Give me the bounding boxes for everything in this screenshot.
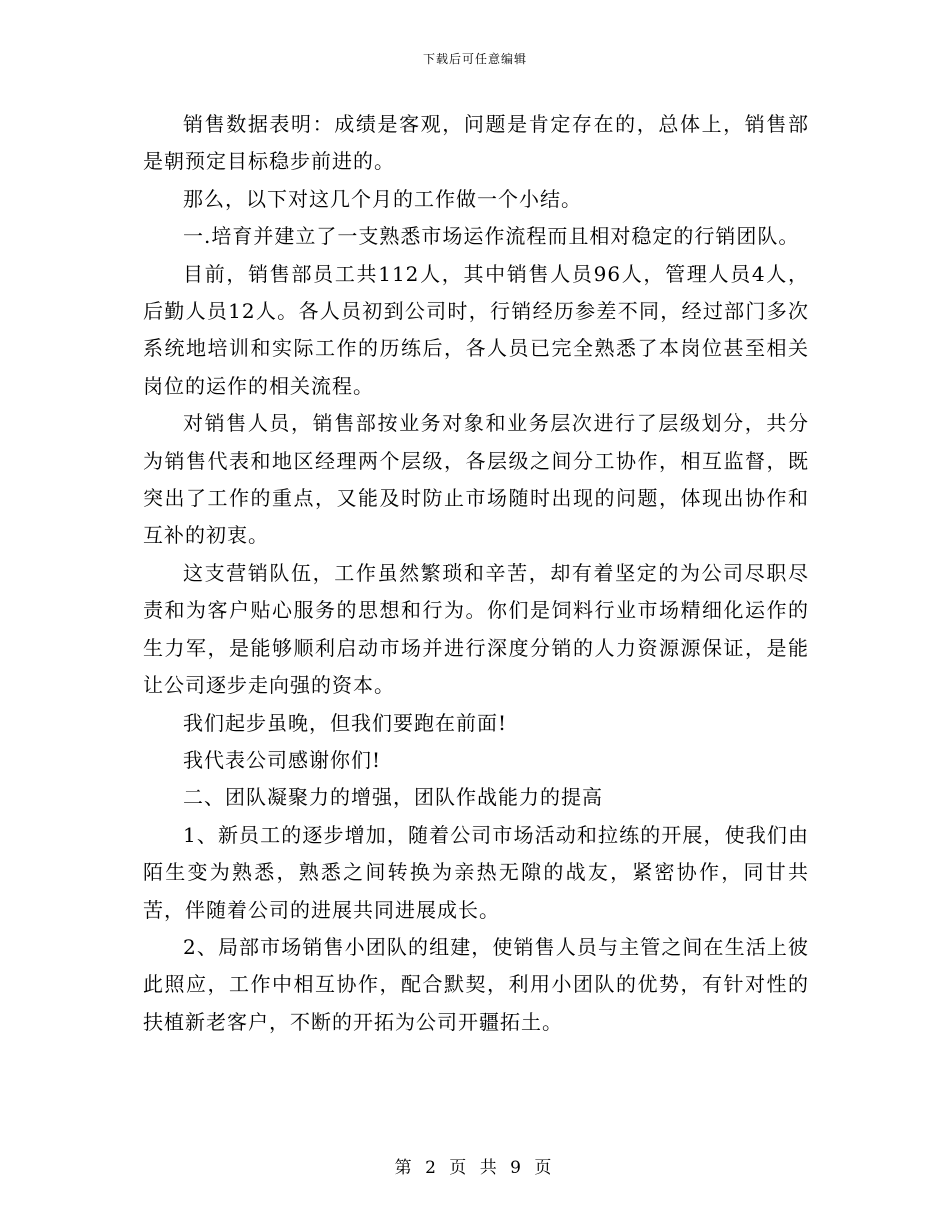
- paragraph-summary-intro: 那么，以下对这几个月的工作做一个小结。: [183, 186, 582, 211]
- paragraph-team-spirit: 这支营销队伍，工作虽然繁琐和辛苦，却有着坚定的为公司尽职尽责和为客户贴心服务的思想和行为。你们是饲料行业市场精细化运作的生力军，是能够顺利启动市场并进行深度分销的人力资源源保证，是能让公司逐步走向强的资本。: [143, 560, 809, 698]
- paragraph-point-2: 2、局部市场销售小团队的组建，使销售人员与主管之间在生活上彼此照应，工作中相互协作，配合默契，利用小团队的优势，有针对性的扶植新老客户，不断的开拓为公司开疆拓土。: [143, 934, 809, 1034]
- section-heading-1: 一.培育并建立了一支熟悉市场运作流程而且相对稳定的行销团队。: [183, 224, 800, 249]
- document-body: [143, 106, 809, 1041]
- paragraph-sales-levels: 对销售人员，销售部按业务对象和业务层次进行了层级划分，共分为销售代表和地区经理两个层级，各层级之间分工协作，相互监督，既突出了工作的重点，又能及时防止市场随时出现的问题，体现出协作和互补的初衷。: [143, 411, 809, 548]
- paragraph-thanks: 我代表公司感谢你们!: [183, 747, 382, 772]
- section-heading-2: 二、团队凝聚力的增强，团队作战能力的提高: [183, 785, 603, 810]
- page-number: 第 2 页 共 9 页: [394, 1158, 556, 1178]
- header-note: 下载后可任意编辑: [422, 52, 527, 66]
- paragraph-staff-count: 目前，销售部员工共112人，其中销售人员96人，管理人员4人，后勤人员12人。各人员初到公司时，行销经历参差不同，经过部门多次系统地培训和实际工作的历练后，各人员已完全熟悉了本岗位甚至相关岗位的运作的相关流程。: [143, 261, 809, 398]
- paragraph-slogan: 我们起步虽晚，但我们要跑在前面!: [183, 710, 508, 735]
- paragraph-point-1: 1、新员工的逐步增加，随着公司市场活动和拉练的开展，使我们由陌生变为熟悉，熟悉之间转换为亲热无隙的战友，紧密协作，同甘共苦，伴随着公司的进展共同进展成长。: [143, 822, 809, 922]
- paragraph-sales-data: 销售数据表明：成绩是客观，问题是肯定存在的，总体上，销售部是朝预定目标稳步前进的。: [143, 112, 809, 174]
